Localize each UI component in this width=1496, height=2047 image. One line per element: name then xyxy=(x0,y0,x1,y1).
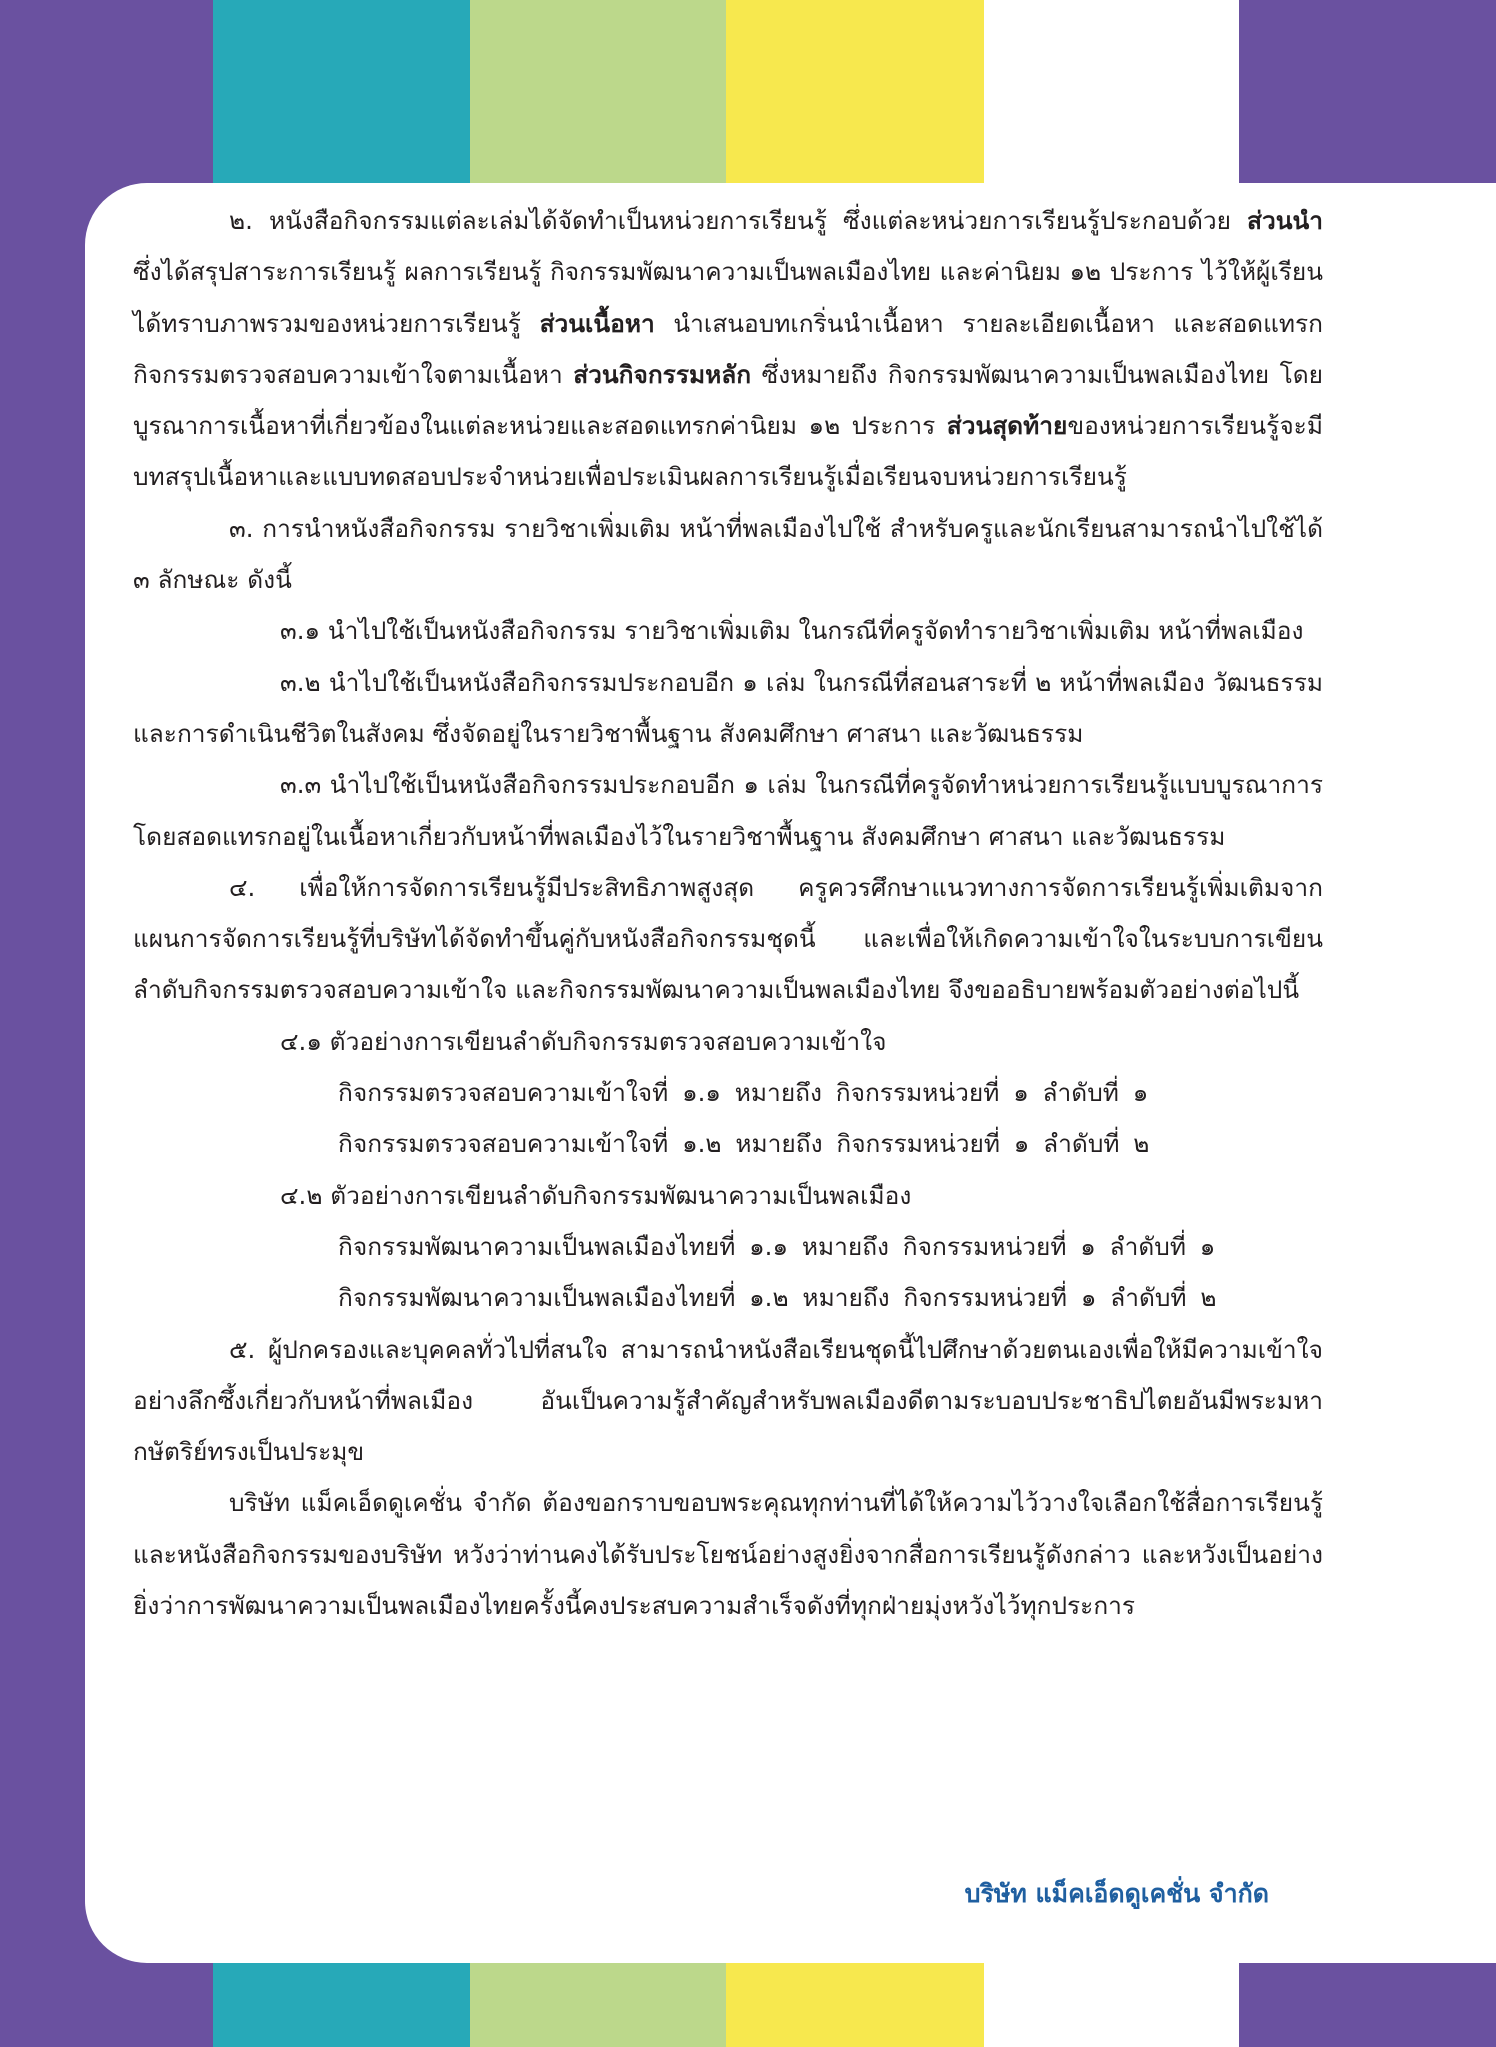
paragraph-3: ๓. การนำหนังสือกิจกรรม รายวิชาเพิ่มเติม หน้าที่พลเมืองไปใช้ สำหรับครูและนักเรียนสามารถนำไปใช้ได้ ๓ ลักษณะ ดังนี้ xyxy=(133,513,1323,595)
closing-paragraph: บริษัท แม็คเอ็ดดูเคชั่น จำกัด ต้องขอกราบขอบพระคุณทุกท่านที่ได้ให้ความไว้วางใจเลือกใช้สื่อการเรียนรู้และหนังสือกิจกรรมของบริษัท หวังว่าท่านคงได้รับประโยชน์อย่างสูงยิ่งจากสื่อการเรียนรู้ดังกล่าว และหวังเป็นอย่างยิ่งว่าการพัฒนาความเป็นพลเมืองไทยครั้งนี้คงประสบความสำเร็จดังที่ทุกฝ่ายมุ่งหวังไว้ทุกประการ xyxy=(133,1488,1323,1621)
example-4-1-line: กิจกรรมตรวจสอบความเข้าใจที่ ๑.๑ หมายถึง กิจกรรมหน่วยที่ ๑ ลำดับที่ ๑ xyxy=(338,1078,1149,1108)
page-content xyxy=(133,195,1323,1631)
paragraph-3-1: ๓.๑ นำไปใช้เป็นหนังสือกิจกรรม รายวิชาเพิ่มเติม ในกรณีที่ครูจัดทำรายวิชาเพิ่มเติม หน้าที่พลเมือง xyxy=(280,616,1304,646)
term-main-activity-part: ส่วนกิจกรรมหลัก xyxy=(573,359,752,389)
example-4-1-line: กิจกรรมตรวจสอบความเข้าใจที่ ๑.๒ หมายถึง กิจกรรมหน่วยที่ ๑ ลำดับที่ ๒ xyxy=(338,1129,1150,1159)
example-4-2-heading: ๔.๒ ตัวอย่างการเขียนลำดับกิจกรรมพัฒนาความเป็นพลเมือง xyxy=(280,1180,912,1210)
paragraph-3-3: ๓.๓ นำไปใช้เป็นหนังสือกิจกรรมประกอบอีก ๑ เล่ม ในกรณีที่ครูจัดทำหน่วยการเรียนรู้แบบบูรณาการ โดยสอดแทรกอยู่ในเนื้อหาเกี่ยวกับหน้าที่พลเมืองไว้ในรายวิชาพื้นฐาน สังคมศึกษา ศาสนา และวัฒนธรรม xyxy=(133,770,1323,851)
example-4-2-line: กิจกรรมพัฒนาความเป็นพลเมืองไทยที่ ๑.๑ หมายถึง กิจกรรมหน่วยที่ ๑ ลำดับที่ ๑ xyxy=(338,1231,1216,1261)
paragraph-2: ๒. หนังสือกิจกรรมแต่ละเล่มได้จัดทำเป็นหน่วยการเรียนรู้ ซึ่งแต่ละหน่วยการเรียนรู้ประกอบด้วย ส่วนนำ ซึ่งได้สรุปสาระการเรียนรู้ ผลการเรียนรู้ กิจกรรมพัฒนาความเป็นพลเมืองไทย และค่านิยม ๑๒ ประการ ไว้ให้ผู้เรียนได้ทราบภาพรวมของหน่วยการเรียนรู้ ส่วนเนื้อหา นำเสนอบทเกริ่นนำเนื้อหา รายละเอียดเนื้อหา และสอดแทรกกิจกรรมตรวจสอบความเข้าใจตามเนื้อหา ส่วนกิจกรรมหลัก ซึ่งหมายถึง กิจกรรมพัฒนาความเป็นพลเมืองไทย โดยบูรณาการเนื้อหาที่เกี่ยวข้องในแต่ละหน่วยและสอดแทรกค่านิยม ๑๒ ประการ ส่วนสุดท้ายของหน่วยการเรียนรู้จะมีบทสรุปเนื้อหาและแบบทดสอบประจำหน่วยเพื่อประเมินผลการเรียนรู้เมื่อเรียนจบหน่วยการเรียนรู้ xyxy=(133,206,1323,492)
example-4-1-heading: ๔.๑ ตัวอย่างการเขียนลำดับกิจกรรมตรวจสอบความเข้าใจ xyxy=(280,1026,887,1056)
term-intro-part: ส่วนนำ xyxy=(1247,206,1323,235)
example-4-2-line: กิจกรรมพัฒนาความเป็นพลเมืองไทยที่ ๑.๒ หมายถึง กิจกรรมหน่วยที่ ๑ ลำดับที่ ๒ xyxy=(338,1283,1217,1313)
term-content-part: ส่วนเนื้อหา xyxy=(539,308,655,338)
paragraph-5: ๕. ผู้ปกครองและบุคคลทั่วไปที่สนใจ สามารถนำหนังสือเรียนชุดนี้ไปศึกษาด้วยตนเองเพื่อให้มีความเข้าใจอย่างลึกซึ้งเกี่ยวกับหน้าที่พลเมือง อันเป็นความรู้สำคัญสำหรับพลเมืองดีตามระบอบประชาธิปไตยอันมีพระมหากษัตริย์ทรงเป็นประมุข xyxy=(133,1334,1323,1467)
paragraph-4: ๔. เพื่อให้การจัดการเรียนรู้มีประสิทธิภาพสูงสุด ครูควรศึกษาแนวทางการจัดการเรียนรู้เพิ่มเติมจากแผนการจัดการเรียนรู้ที่บริษัทได้จัดทำขึ้นคู่กับหนังสือกิจกรรมชุดนี้ และเพื่อให้เกิดความเข้าใจในระบบการเขียนลำดับกิจกรรมตรวจสอบความเข้าใจ และกิจกรรมพัฒนาความเป็นพลเมืองไทย จึงขออธิบายพร้อมตัวอย่างต่อไปนี้ xyxy=(133,872,1323,1005)
term-final-part: ส่วนสุดท้าย xyxy=(946,411,1068,441)
company-signature: บริษัท แม็คเอ็ดดูเคชั่น จำกัด xyxy=(964,1879,1269,1908)
paragraph-3-2: ๓.๒ นำไปใช้เป็นหนังสือกิจกรรมประกอบอีก ๑ เล่ม ในกรณีที่สอนสาระที่ ๒ หน้าที่พลเมือง วัฒนธรรม และการดำเนินชีวิตในสังคม ซึ่งจัดอยู่ในรายวิชาพื้นฐาน สังคมศึกษา ศาสนา และวัฒนธรรม xyxy=(133,667,1323,748)
